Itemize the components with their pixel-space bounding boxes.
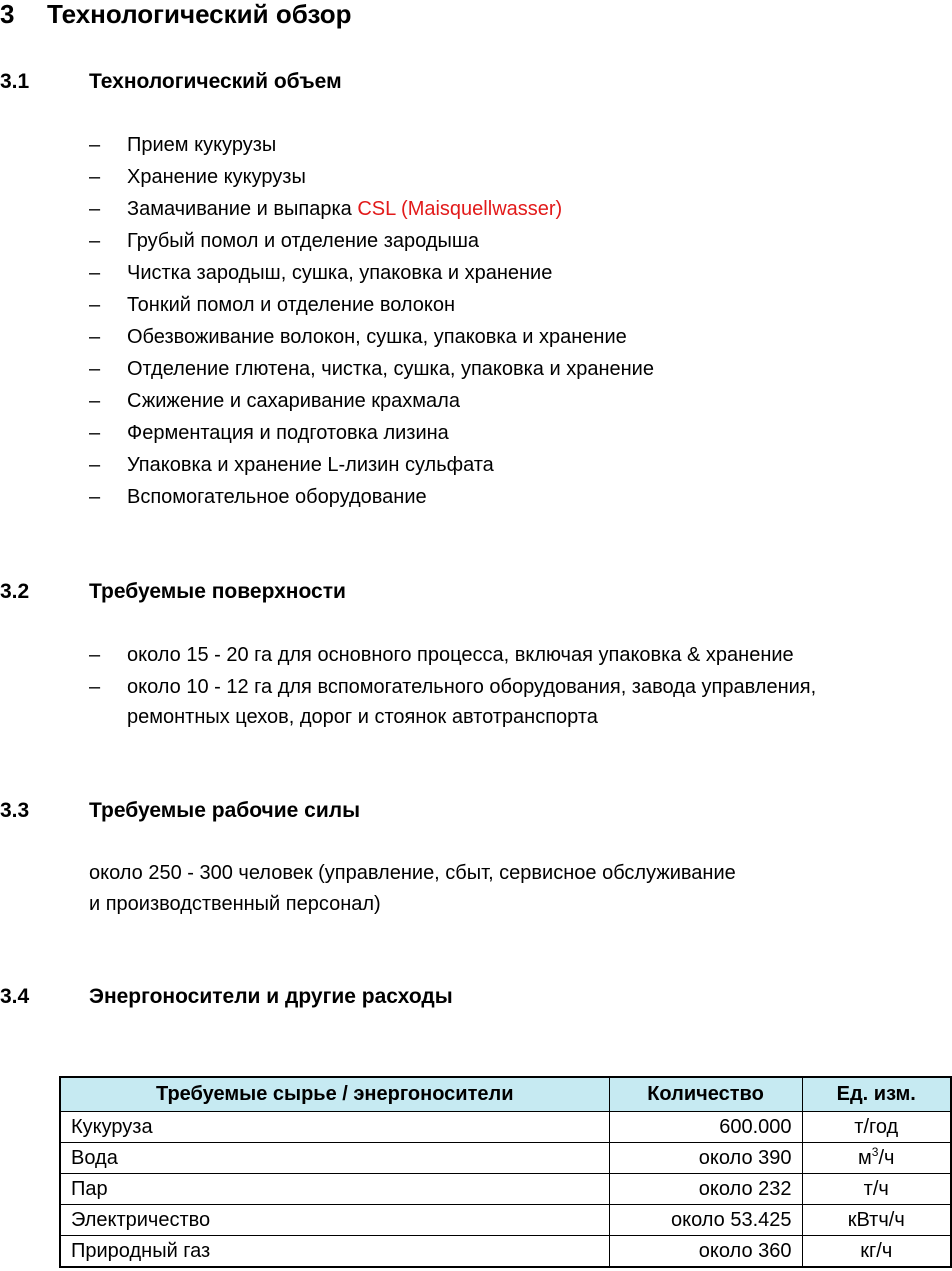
resources-table bbox=[59, 1076, 952, 1268]
table-row bbox=[60, 1205, 951, 1236]
dash-bullet: – bbox=[89, 262, 101, 284]
dash-bullet: – bbox=[89, 644, 101, 666]
dash-bullet: – bbox=[89, 166, 101, 188]
resource-quantity: около 360 bbox=[609, 1236, 802, 1268]
dash-bullet: – bbox=[89, 676, 101, 698]
dash-bullet: – bbox=[89, 326, 101, 348]
table-row bbox=[60, 1236, 951, 1268]
resource-unit: кВтч/ч bbox=[802, 1205, 951, 1236]
resource-unit: $м^3/ч$ bbox=[802, 1143, 951, 1174]
workforce-text-line: около 250 - 300 человек (управление, сбыт, сервисное обслуживание bbox=[89, 862, 736, 884]
subsection-title: Требуемые рабочие силы bbox=[89, 799, 361, 822]
table-header-row bbox=[60, 1077, 951, 1112]
column-header: Требуемые сырье / энергоносители bbox=[60, 1077, 609, 1112]
resource-name: Электричество bbox=[60, 1205, 609, 1236]
table-row bbox=[60, 1143, 951, 1174]
section-heading bbox=[0, 0, 351, 30]
dash-bullet: – bbox=[89, 134, 101, 156]
resource-name: Пар bbox=[60, 1174, 609, 1205]
dash-bullet: – bbox=[89, 390, 101, 412]
table-row bbox=[60, 1112, 951, 1143]
subsection-number: 3.2 bbox=[0, 580, 30, 603]
dash-bullet: – bbox=[89, 454, 101, 476]
resource-name: Природный газ bbox=[60, 1236, 609, 1268]
dash-bullet: – bbox=[89, 198, 101, 220]
subsection-number: 3.4 bbox=[0, 985, 30, 1008]
dash-bullet: – bbox=[89, 294, 101, 316]
subsection-title: Требуемые поверхности bbox=[89, 580, 346, 603]
dash-bullet: – bbox=[89, 358, 101, 380]
column-header: Количество bbox=[609, 1077, 802, 1112]
subsection-number: 3.3 bbox=[0, 799, 30, 822]
subsection-title: Технологический объем bbox=[89, 70, 342, 93]
workforce-text-line: и производственный персонал) bbox=[89, 893, 381, 915]
resource-unit: т/ч bbox=[802, 1174, 951, 1205]
resource-quantity: около 390 bbox=[609, 1143, 802, 1174]
dash-bullet: – bbox=[89, 422, 101, 444]
highlight-text: CSL (Maisquellwasser) bbox=[357, 198, 563, 220]
table-row bbox=[60, 1174, 951, 1205]
subsection-title: Энергоносители и другие расходы bbox=[89, 985, 453, 1008]
resource-quantity: около 232 bbox=[609, 1174, 802, 1205]
resource-name: Кукуруза bbox=[60, 1112, 609, 1143]
resource-quantity: 600.000 bbox=[609, 1112, 802, 1143]
section-number: 3 bbox=[0, 0, 15, 29]
section-title: Технологический обзор bbox=[47, 0, 352, 29]
dash-bullet: – bbox=[89, 486, 101, 508]
resource-name: Вода bbox=[60, 1143, 609, 1174]
subsection-number: 3.1 bbox=[0, 70, 30, 93]
dash-bullet: – bbox=[89, 230, 101, 252]
resource-quantity: около 53.425 bbox=[609, 1205, 802, 1236]
column-header: Ед. изм. bbox=[802, 1077, 951, 1112]
resource-unit: кг/ч bbox=[802, 1236, 951, 1268]
resource-unit: т/год bbox=[802, 1112, 951, 1143]
